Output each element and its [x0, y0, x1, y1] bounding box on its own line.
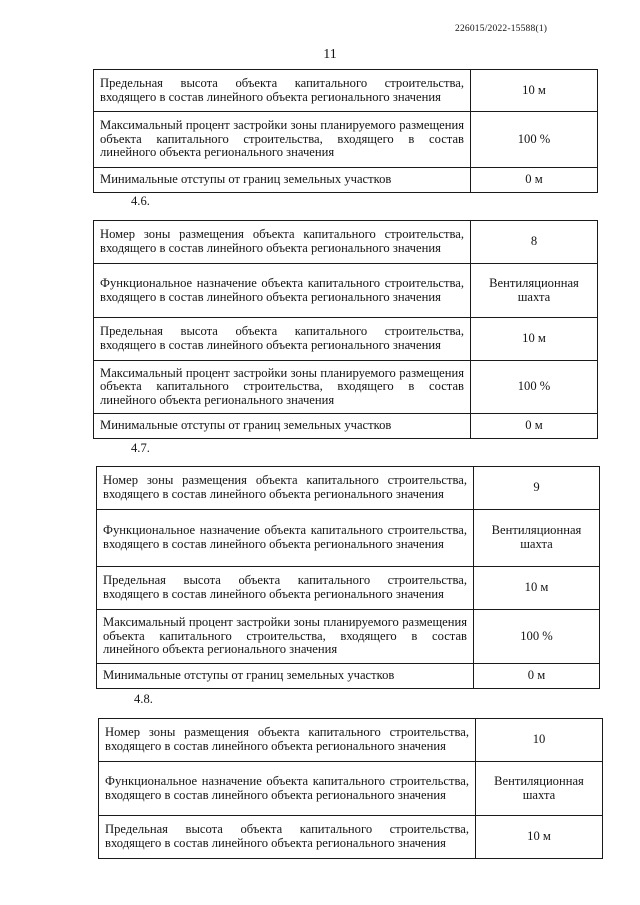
table-row [99, 719, 603, 762]
table-row [99, 762, 603, 816]
table-row [99, 816, 603, 859]
page-number: 11 [323, 47, 337, 62]
parameter-value: 9 [474, 467, 600, 510]
parameter-label: Функциональное назначение объекта капитального строительства, входящего в состав линейного объекта регионального значения [97, 510, 474, 567]
table-row [97, 567, 600, 610]
table-row [94, 221, 598, 264]
parameters-table [98, 718, 603, 859]
table-row [94, 168, 598, 193]
table-row [97, 610, 600, 664]
parameter-label: Предельная высота объекта капитального строительства, входящего в состав линейного объекта регионального значения [94, 318, 471, 361]
parameter-value: 10 м [471, 70, 598, 112]
parameter-label: Максимальный процент застройки зоны планируемого размещения объекта капитального строительства, входящего в состав линейного объекта регионального значения [94, 361, 471, 414]
parameters-table [93, 220, 598, 439]
parameter-value: 8 [471, 221, 598, 264]
parameter-value: 10 [476, 719, 603, 762]
parameter-label: Минимальные отступы от границ земельных участков [94, 168, 471, 193]
parameter-label: Предельная высота объекта капитального строительства, входящего в состав линейного объекта регионального значения [99, 816, 476, 859]
section-label: 4.7. [131, 441, 150, 455]
parameter-value: Вентиляционная шахта [474, 510, 600, 567]
parameter-label: Функциональное назначение объекта капитального строительства, входящего в состав линейного объекта регионального значения [94, 264, 471, 318]
parameter-label: Номер зоны размещения объекта капитального строительства, входящего в состав линейного объекта регионального значения [94, 221, 471, 264]
parameter-label: Минимальные отступы от границ земельных участков [97, 664, 474, 689]
table-row [94, 70, 598, 112]
parameter-label: Функциональное назначение объекта капитального строительства, входящего в состав линейного объекта регионального значения [99, 762, 476, 816]
table-row [94, 361, 598, 414]
parameter-value: 0 м [474, 664, 600, 689]
table-row [97, 664, 600, 689]
parameter-label: Предельная высота объекта капитального строительства, входящего в состав линейного объекта регионального значения [97, 567, 474, 610]
parameter-value: 100 % [471, 112, 598, 168]
parameters-table [93, 69, 598, 193]
parameter-value: 10 м [471, 318, 598, 361]
table-row [97, 467, 600, 510]
parameter-label: Максимальный процент застройки зоны планируемого размещения объекта капитального строительства, входящего в состав линейного объекта регионального значения [94, 112, 471, 168]
parameter-value: 100 % [474, 610, 600, 664]
section-label: 4.6. [131, 194, 150, 208]
parameter-label: Максимальный процент застройки зоны планируемого размещения объекта капитального строительства, входящего в состав линейного объекта регионального значения [97, 610, 474, 664]
parameter-value: 0 м [471, 414, 598, 439]
parameter-label: Минимальные отступы от границ земельных участков [94, 414, 471, 439]
document-number: 226015/2022-15588(1) [455, 24, 548, 34]
table-row [94, 318, 598, 361]
parameter-label: Номер зоны размещения объекта капитального строительства, входящего в состав линейного объекта регионального значения [97, 467, 474, 510]
parameter-value: 100 % [471, 361, 598, 414]
parameter-label: Номер зоны размещения объекта капитального строительства, входящего в состав линейного объекта регионального значения [99, 719, 476, 762]
parameter-value: Вентиляционная шахта [476, 762, 603, 816]
parameter-value: 10 м [474, 567, 600, 610]
parameter-value: 10 м [476, 816, 603, 859]
table-row [94, 264, 598, 318]
section-label: 4.8. [134, 692, 153, 706]
parameter-value: 0 м [471, 168, 598, 193]
table-row [94, 112, 598, 168]
table-row [97, 510, 600, 567]
table-row [94, 414, 598, 439]
parameters-table [96, 466, 600, 689]
parameter-value: Вентиляционная шахта [471, 264, 598, 318]
parameter-label: Предельная высота объекта капитального строительства, входящего в состав линейного объекта регионального значения [94, 70, 471, 112]
